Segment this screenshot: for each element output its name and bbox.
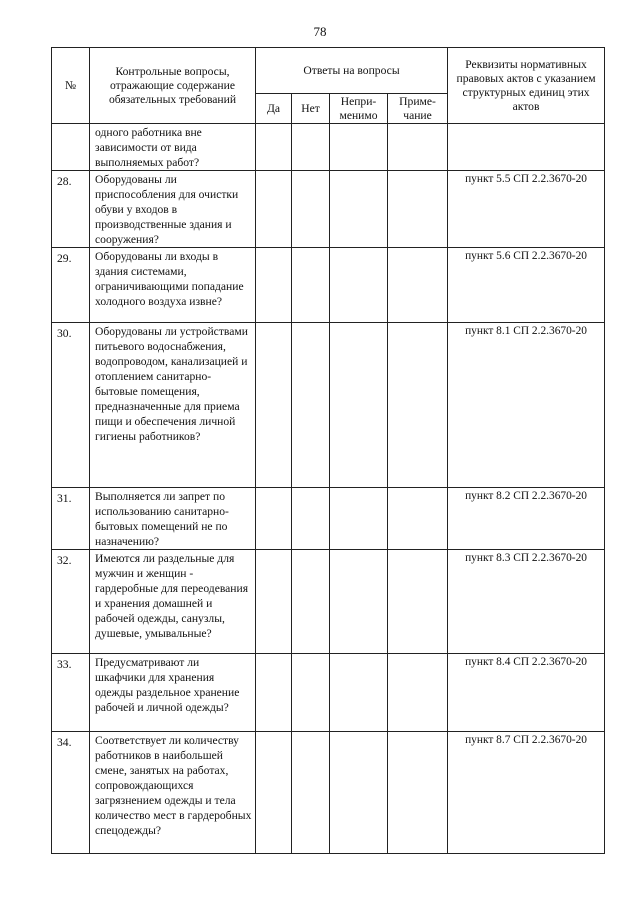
row-num: 34.	[52, 732, 90, 854]
answer-note-cell[interactable]	[388, 732, 448, 854]
answer-yes-cell[interactable]	[256, 550, 292, 654]
answer-yes-cell[interactable]	[256, 248, 292, 323]
answer-no-cell[interactable]	[292, 323, 330, 488]
answer-note-cell[interactable]	[388, 248, 448, 323]
answer-yes-cell[interactable]	[256, 124, 292, 171]
answer-no-cell[interactable]	[292, 732, 330, 854]
row-ref: пункт 5.5 СП 2.2.3670-20	[448, 171, 605, 248]
answer-no-cell[interactable]	[292, 488, 330, 550]
answer-no-cell[interactable]	[292, 654, 330, 732]
answer-note-cell[interactable]	[388, 550, 448, 654]
row-num: 31.	[52, 488, 90, 550]
row-ref: пункт 8.7 СП 2.2.3670-20	[448, 732, 605, 854]
row-ref: пункт 8.4 СП 2.2.3670-20	[448, 654, 605, 732]
table-row	[52, 124, 605, 171]
answer-not-applicable-cell[interactable]	[330, 171, 388, 248]
header-question: Контрольные вопросы, отражающие содержание обязательных требований	[90, 48, 256, 124]
row-question: Предусматривают ли шкафчики для хранения одежды раздельное хранение рабочей и личной одежды?	[90, 654, 256, 732]
table-row	[52, 323, 605, 488]
row-question: Выполняется ли запрет по использованию санитарно-бытовых помещений не по назначению?	[90, 488, 256, 550]
table-row	[52, 171, 605, 248]
row-ref: пункт 5.6 СП 2.2.3670-20	[448, 248, 605, 323]
row-question: одного работника вне зависимости от вида выполняемых работ?	[90, 124, 256, 171]
row-num: 28.	[52, 171, 90, 248]
table-row	[52, 732, 605, 854]
row-question: Имеются ли раздельные для мужчин и женщин - гардеробные для переодевания и хранения домашней и рабочей одежды, санузлы, душевые, умывальные?	[90, 550, 256, 654]
row-num: 29.	[52, 248, 90, 323]
answer-no-cell[interactable]	[292, 171, 330, 248]
row-question: Оборудованы ли приспособления для очистки обуви у входов в производственные здания и сооружения?	[90, 171, 256, 248]
checklist-table	[51, 47, 605, 854]
answer-not-applicable-cell[interactable]	[330, 732, 388, 854]
answer-not-applicable-cell[interactable]	[330, 488, 388, 550]
answer-no-cell[interactable]	[292, 248, 330, 323]
header-yes: Да	[256, 94, 292, 124]
row-ref: пункт 8.2 СП 2.2.3670-20	[448, 488, 605, 550]
answer-yes-cell[interactable]	[256, 654, 292, 732]
answer-not-applicable-cell[interactable]	[330, 654, 388, 732]
header-no: Нет	[292, 94, 330, 124]
row-question: Оборудованы ли входы в здания системами, ограничивающими попадание холодного воздуха извне?	[90, 248, 256, 323]
table-row	[52, 488, 605, 550]
answer-yes-cell[interactable]	[256, 732, 292, 854]
answer-yes-cell[interactable]	[256, 323, 292, 488]
answer-no-cell[interactable]	[292, 550, 330, 654]
row-num	[52, 124, 90, 171]
row-num: 30.	[52, 323, 90, 488]
answer-yes-cell[interactable]	[256, 171, 292, 248]
header-num: №	[52, 48, 90, 124]
table-row	[52, 248, 605, 323]
answer-not-applicable-cell[interactable]	[330, 248, 388, 323]
row-num: 32.	[52, 550, 90, 654]
header-requisites: Реквизиты нормативных правовых актов с указанием структурных единиц этих актов	[448, 48, 605, 124]
answer-not-applicable-cell[interactable]	[330, 124, 388, 171]
row-ref: пункт 8.3 СП 2.2.3670-20	[448, 550, 605, 654]
answer-note-cell[interactable]	[388, 171, 448, 248]
row-num: 33.	[52, 654, 90, 732]
row-question: Соответствует ли количеству работников в наибольшей смене, занятых на работах, сопровождающихся загрязнением одежды и тела количество мест в гардеробных спецодежды?	[90, 732, 256, 854]
answer-note-cell[interactable]	[388, 323, 448, 488]
table-row	[52, 654, 605, 732]
row-ref: пункт 8.1 СП 2.2.3670-20	[448, 323, 605, 488]
page-number: 78	[313, 24, 327, 39]
answer-note-cell[interactable]	[388, 654, 448, 732]
answer-not-applicable-cell[interactable]	[330, 550, 388, 654]
answer-note-cell[interactable]	[388, 124, 448, 171]
row-ref	[448, 124, 605, 171]
table-row	[52, 550, 605, 654]
header-not-applicable: Непри- менимо	[330, 94, 388, 124]
answer-note-cell[interactable]	[388, 488, 448, 550]
answer-not-applicable-cell[interactable]	[330, 323, 388, 488]
header-note: Приме- чание	[388, 94, 448, 124]
answer-no-cell[interactable]	[292, 124, 330, 171]
header-answers: Ответы на вопросы	[256, 48, 448, 94]
row-question: Оборудованы ли устройствами питьевого водоснабжения, водопроводом, канализацией и отоплением санитарно-бытовые помещения, предназначенные для приема пищи и обеспечения личной гигиены работников?	[90, 323, 256, 488]
answer-yes-cell[interactable]	[256, 488, 292, 550]
